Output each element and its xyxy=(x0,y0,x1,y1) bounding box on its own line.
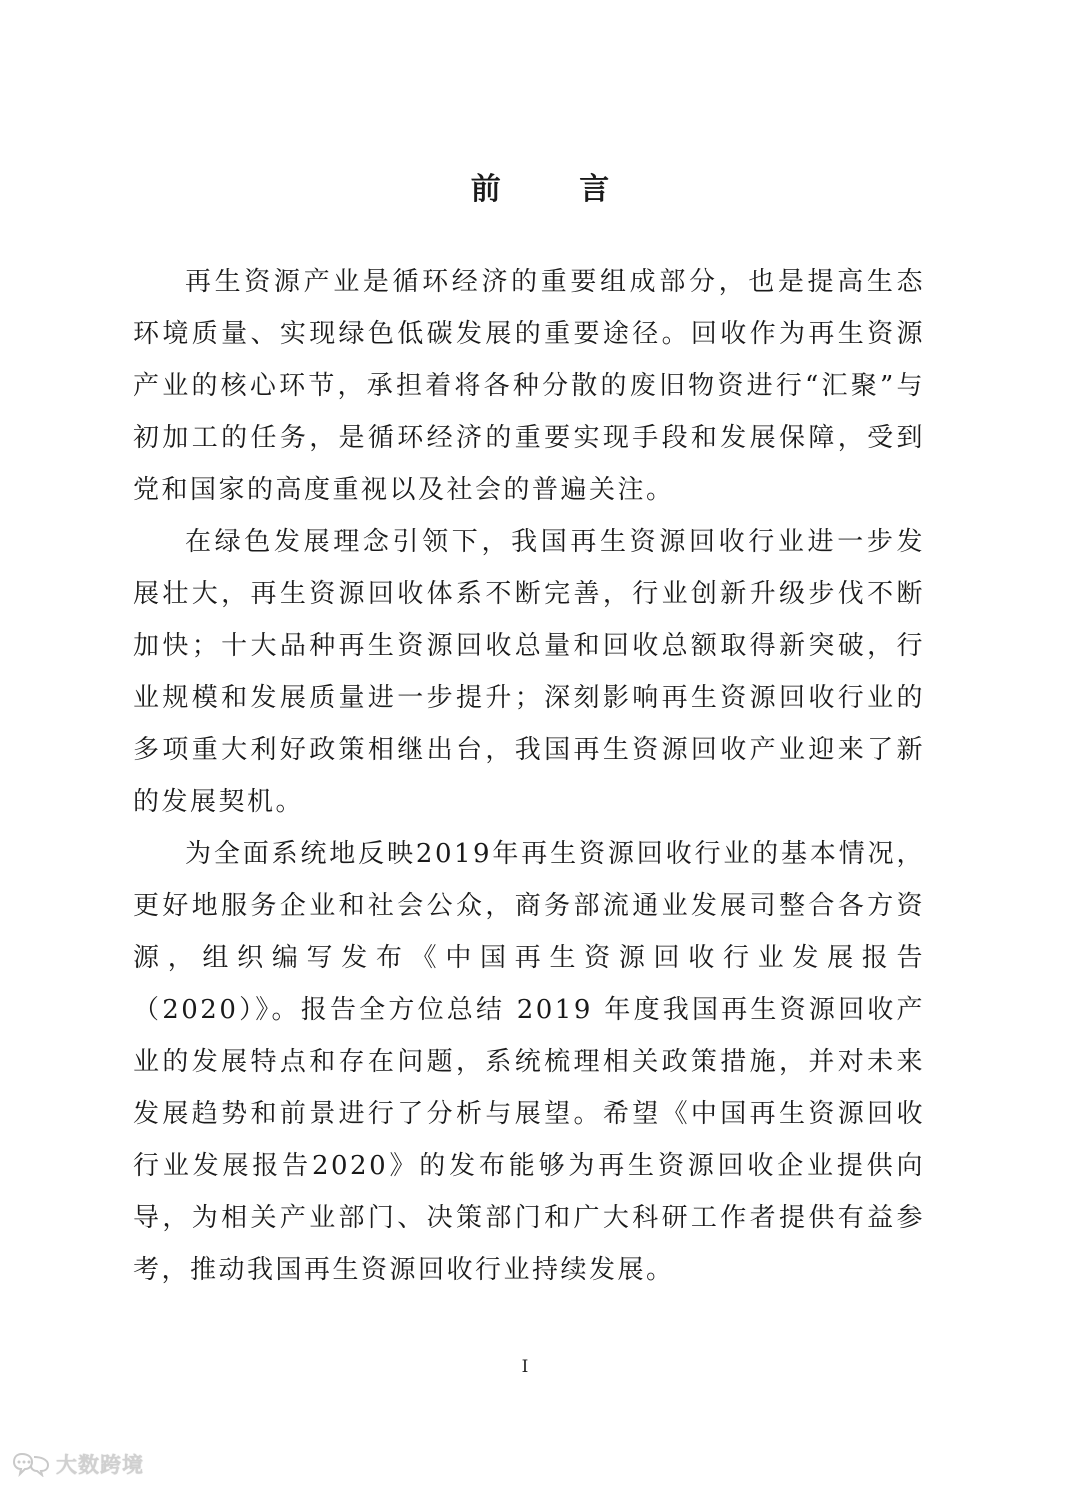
paragraph-1: 再生资源产业是循环经济的重要组成部分，也是提高生态环境质量、实现绿色低碳发展的重要途径。回收作为再生资源产业的核心环节，承担着将各种分散的废旧物资进行“汇聚”与初加工的任务，是循环经济的重要实现手段和发展保障，受到党和国家的高度重视以及社会的普遍关注。 xyxy=(133,267,925,505)
watermark-text: 大数跨境 xyxy=(56,1453,144,1477)
watermark xyxy=(12,1449,144,1479)
page-title: 前 言 xyxy=(470,172,644,207)
chat-bubble-logo-icon xyxy=(12,1451,50,1477)
page-number: I xyxy=(521,1357,529,1377)
paragraph-2: 在绿色发展理念引领下，我国再生资源回收行业进一步发展壮大，再生资源回收体系不断完善，行业创新升级步伐不断加快；十大品种再生资源回收总量和回收总额取得新突破，行业规模和发展质量进一步提升；深刻影响再生资源回收行业的多项重大利好政策相继出台，我国再生资源回收产业迎来了新的发展契机。 xyxy=(133,527,925,817)
document-body xyxy=(133,256,925,1296)
paragraph-3: 为全面系统地反映2019年再生资源回收行业的基本情况，更好地服务企业和社会公众，商务部流通业发展司整合各方资源，组织编写发布《中国再生资源回收行业发展报告（2020）》。报告全方位总结 2019 年度我国再生资源回收产业的发展特点和存在问题，系统梳理相关政策措施，并对未来发展趋势和前景进行了分析与展望。希望《中国再生资源回收行业发展报告2020》的发布能够为再生资源回收企业提供向导，为相关产业部门、决策部门和广大科研工作者提供有益参考，推动我国再生资源回收行业持续发展。 xyxy=(133,839,925,1285)
